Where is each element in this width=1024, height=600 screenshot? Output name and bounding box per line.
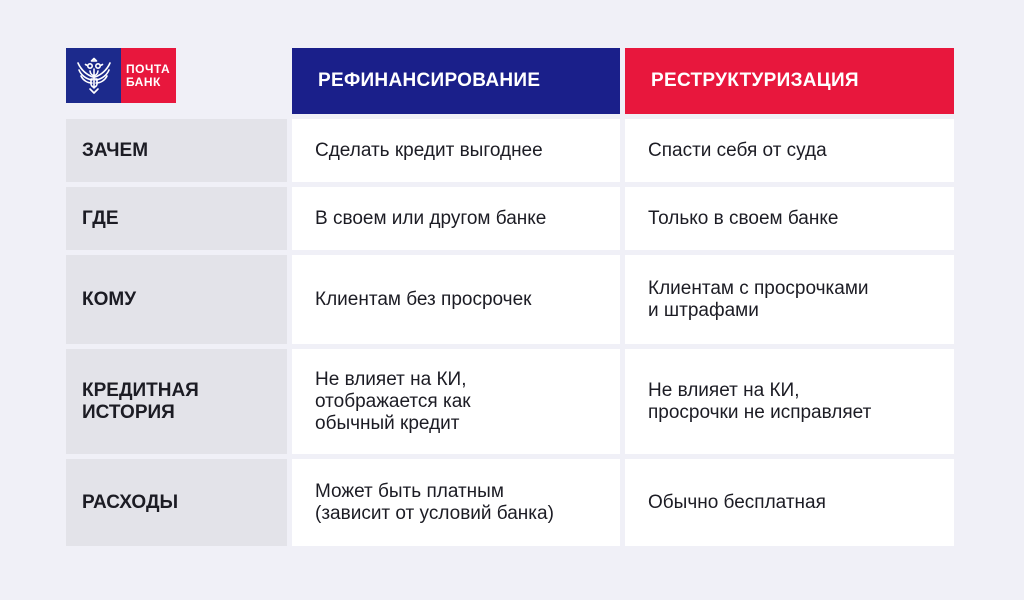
cell-where-restructuring: Только в своем банке — [625, 187, 954, 250]
double-headed-eagle-icon — [66, 48, 121, 103]
cell-whom-refinancing: Клиентам без просрочек — [292, 255, 620, 344]
row-label-credit-history: КРЕДИТНАЯ ИСТОРИЯ — [66, 349, 287, 454]
logo-line-2: БАНК — [126, 74, 161, 89]
header-refinancing: РЕФИНАНСИРОВАНИЕ — [292, 48, 620, 114]
cell-where-refinancing: В своем или другом банке — [292, 187, 620, 250]
cell-credit-history-refinancing: Не влияет на КИ, отображается как обычный кредит — [292, 349, 620, 454]
header-restructuring: РЕСТРУКТУРИЗАЦИЯ — [625, 48, 954, 114]
cell-costs-restructuring: Обычно бесплатная — [625, 459, 954, 546]
cell-why-refinancing: Сделать кредит выгоднее — [292, 119, 620, 182]
cell-costs-refinancing: Может быть платным (зависит от условий банка) — [292, 459, 620, 546]
pochta-bank-logo — [66, 48, 176, 103]
cell-why-restructuring: Спасти себя от суда — [625, 119, 954, 182]
row-label-costs: РАСХОДЫ — [66, 459, 287, 546]
row-label-why: ЗАЧЕМ — [66, 119, 287, 182]
row-label-where: ГДЕ — [66, 187, 287, 250]
cell-whom-restructuring: Клиентам с просрочками и штрафами — [625, 255, 954, 344]
logo-line-1: ПОЧТА — [126, 61, 171, 76]
cell-credit-history-restructuring: Не влияет на КИ, просрочки не исправляет — [625, 349, 954, 454]
row-label-whom: КОМУ — [66, 255, 287, 344]
logo-wordmark — [121, 48, 176, 103]
